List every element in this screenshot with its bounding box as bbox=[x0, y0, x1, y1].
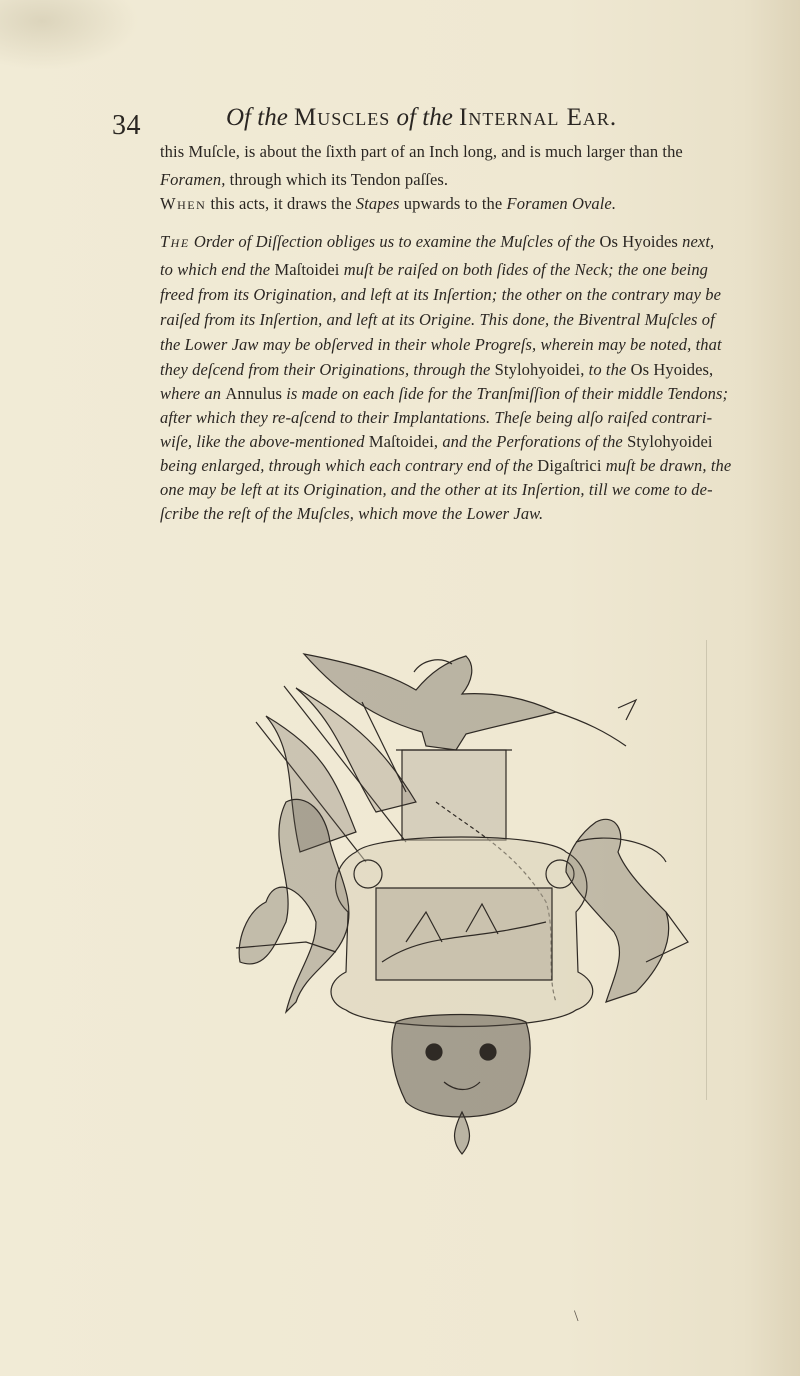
text-line bbox=[160, 456, 731, 476]
text-segment: through which its Tendon paſſes. bbox=[225, 170, 449, 189]
text-segment: When bbox=[160, 194, 207, 213]
text-segment: upwards to the bbox=[399, 194, 507, 213]
text-line bbox=[160, 170, 448, 190]
text-segment: being enlarged, through which each contrary end of the bbox=[160, 456, 538, 475]
text-line bbox=[160, 384, 728, 404]
text-segment: is made on each ſide for the Tranſmiſſion of their middle Tendons; bbox=[282, 384, 729, 403]
stray-mark: \ bbox=[574, 1308, 579, 1325]
text-line bbox=[160, 480, 713, 500]
text-segment: one may be left at its Origination, and the other at its Inſertion, till we come to de- bbox=[160, 480, 713, 499]
paper-stain bbox=[0, 0, 140, 70]
running-head-part-4: Internal Ear. bbox=[459, 104, 618, 131]
text-segment: The bbox=[160, 232, 190, 251]
text-segment: freed from its Origination, and left at its Inſertion; the other on the contrary may be bbox=[160, 285, 722, 304]
text-line bbox=[160, 232, 714, 252]
text-segment: Os Hyoides, bbox=[630, 360, 714, 379]
text-segment: next, bbox=[677, 232, 715, 251]
text-segment: Foramen Ovale. bbox=[506, 194, 617, 213]
text-segment: Foramen, bbox=[160, 170, 226, 189]
text-segment: muſt be raiſed on both ſides of the Neck; the one being bbox=[339, 260, 709, 279]
text-segment: raiſed from its Inſertion, and left at its Origine. This done, the Biventral Muſcles of bbox=[160, 310, 715, 329]
text-segment: and the Perforations of the bbox=[438, 432, 628, 451]
text-segment: ſcribe the reſt of the Muſcles, which move the Lower Jaw. bbox=[160, 504, 544, 523]
text-segment: Stapes bbox=[355, 194, 400, 213]
text-line bbox=[160, 504, 543, 524]
text-segment: Maſtoidei, bbox=[368, 432, 439, 451]
text-segment: where an bbox=[160, 384, 226, 403]
text-line bbox=[160, 285, 721, 305]
text-line bbox=[160, 432, 713, 452]
page-edge-shadow bbox=[706, 640, 707, 1100]
text-segment: to the bbox=[584, 360, 631, 379]
text-segment: to which end the bbox=[160, 260, 275, 279]
running-head-part-3: of the bbox=[396, 104, 453, 131]
text-segment: Maſtoidei bbox=[274, 260, 340, 279]
running-head-part-2: Muscles bbox=[294, 104, 391, 131]
text-segment: muſt be drawn, the bbox=[601, 456, 732, 475]
text-segment: they deſcend from their Originations, through the bbox=[160, 360, 495, 379]
text-segment: the Lower Jaw may be obſerved in their whole Progreſs, wherein may be noted, that bbox=[160, 335, 722, 354]
text-segment: Stylohyoidei, bbox=[494, 360, 585, 379]
text-segment: Digaſtrici bbox=[537, 456, 602, 475]
text-segment: this acts, it draws the bbox=[206, 194, 356, 213]
tailpiece-engraving bbox=[226, 642, 698, 1162]
text-segment: Os Hyoides bbox=[599, 232, 678, 251]
text-line bbox=[160, 260, 708, 280]
text-segment: this Muſcle, is about the ſixth part of an Inch long, and is much larger than the bbox=[160, 142, 683, 161]
text-line bbox=[160, 360, 713, 380]
text-segment: Annulus bbox=[225, 384, 282, 403]
page-number: 34 bbox=[112, 110, 141, 141]
text-segment: Stylohyoidei bbox=[627, 432, 713, 451]
text-line bbox=[160, 194, 616, 214]
running-head-part-1: Of the bbox=[226, 104, 288, 131]
text-segment: Order of Diſſection obliges us to examine the Muſcles of the bbox=[189, 232, 600, 251]
text-segment: after which they re-aſcend to their Implantations. Theſe being alſo raiſed contrari- bbox=[160, 408, 713, 427]
text-line bbox=[160, 335, 722, 355]
text-segment: wiſe, like the above-mentioned bbox=[160, 432, 369, 451]
text-line bbox=[160, 310, 715, 330]
running-head bbox=[226, 104, 617, 132]
text-line bbox=[160, 142, 683, 162]
text-line bbox=[160, 408, 712, 428]
